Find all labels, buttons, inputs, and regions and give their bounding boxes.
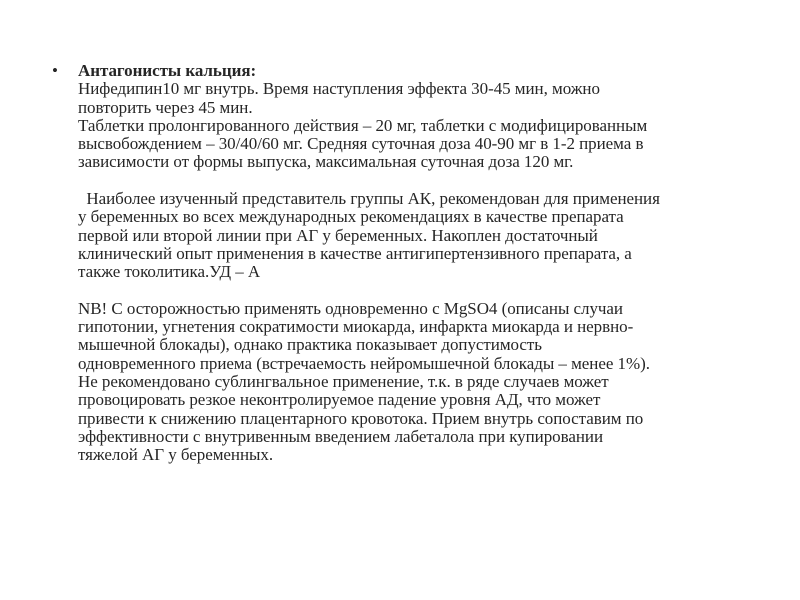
text-line: клинический опыт применения в качестве антигипертензивного препарата, а bbox=[78, 243, 632, 263]
text-line: мышечной блокады), однако практика показывает допустимость bbox=[78, 335, 543, 355]
section-heading: Антагонисты кальция: bbox=[78, 61, 257, 80]
text-line: зависимости от формы выпуска, максимальная суточная доза 120 мг. bbox=[78, 152, 574, 172]
paragraph-recommendation bbox=[78, 190, 758, 281]
text-line: NB! С осторожностью применять одновременно с MgSO4 (описаны случаи bbox=[78, 298, 623, 318]
text-line: Нифедипин10 мг внутрь. Время наступления эффекта 30-45 мин, можно bbox=[78, 79, 600, 99]
text-line: одновременного приема (встречаемость нейромышечной блокады – менее 1%). bbox=[78, 353, 650, 373]
text-line: эффективности с внутривенным введением лабеталола при купировании bbox=[78, 426, 603, 446]
text-line: Наиболее изученный представитель группы АК, рекомендован для применения bbox=[78, 189, 660, 209]
text-line: также токолитика.УД – А bbox=[78, 262, 261, 282]
text-line: тяжелой АГ у беременных. bbox=[78, 445, 274, 465]
text-line: Не рекомендовано сублингвальное применение, т.к. в ряде случаев может bbox=[78, 372, 609, 392]
paragraph-calcium-antagonists bbox=[78, 62, 758, 172]
slide-text-block bbox=[78, 62, 758, 465]
text-line: высвобождением – 30/40/60 мг. Средняя суточная доза 40-90 мг в 1-2 приема в bbox=[78, 134, 644, 154]
text-line: привести к снижению плацентарного кровотока. Прием внутрь сопоставим по bbox=[78, 408, 644, 428]
paragraph-spacer bbox=[78, 282, 758, 300]
bullet-marker: • bbox=[52, 61, 58, 80]
text-line: первой или второй линии при АГ у беременных. Накоплен достаточный bbox=[78, 225, 598, 245]
text-line: у беременных во всех международных рекомендациях в качестве препарата bbox=[78, 207, 624, 227]
text-line: повторить через 45 мин. bbox=[78, 97, 253, 117]
text-line: Таблетки пролонгированного действия – 20 мг, таблетки с модифицированным bbox=[78, 115, 648, 135]
text-line: провоцировать резкое неконтролируемое падение уровня АД, что может bbox=[78, 390, 601, 410]
paragraph-spacer bbox=[78, 172, 758, 190]
paragraph-nb-warning bbox=[78, 300, 758, 465]
text-line: гипотонии, угнетения сократимости миокарда, инфаркта миокарда и нервно- bbox=[78, 317, 634, 337]
